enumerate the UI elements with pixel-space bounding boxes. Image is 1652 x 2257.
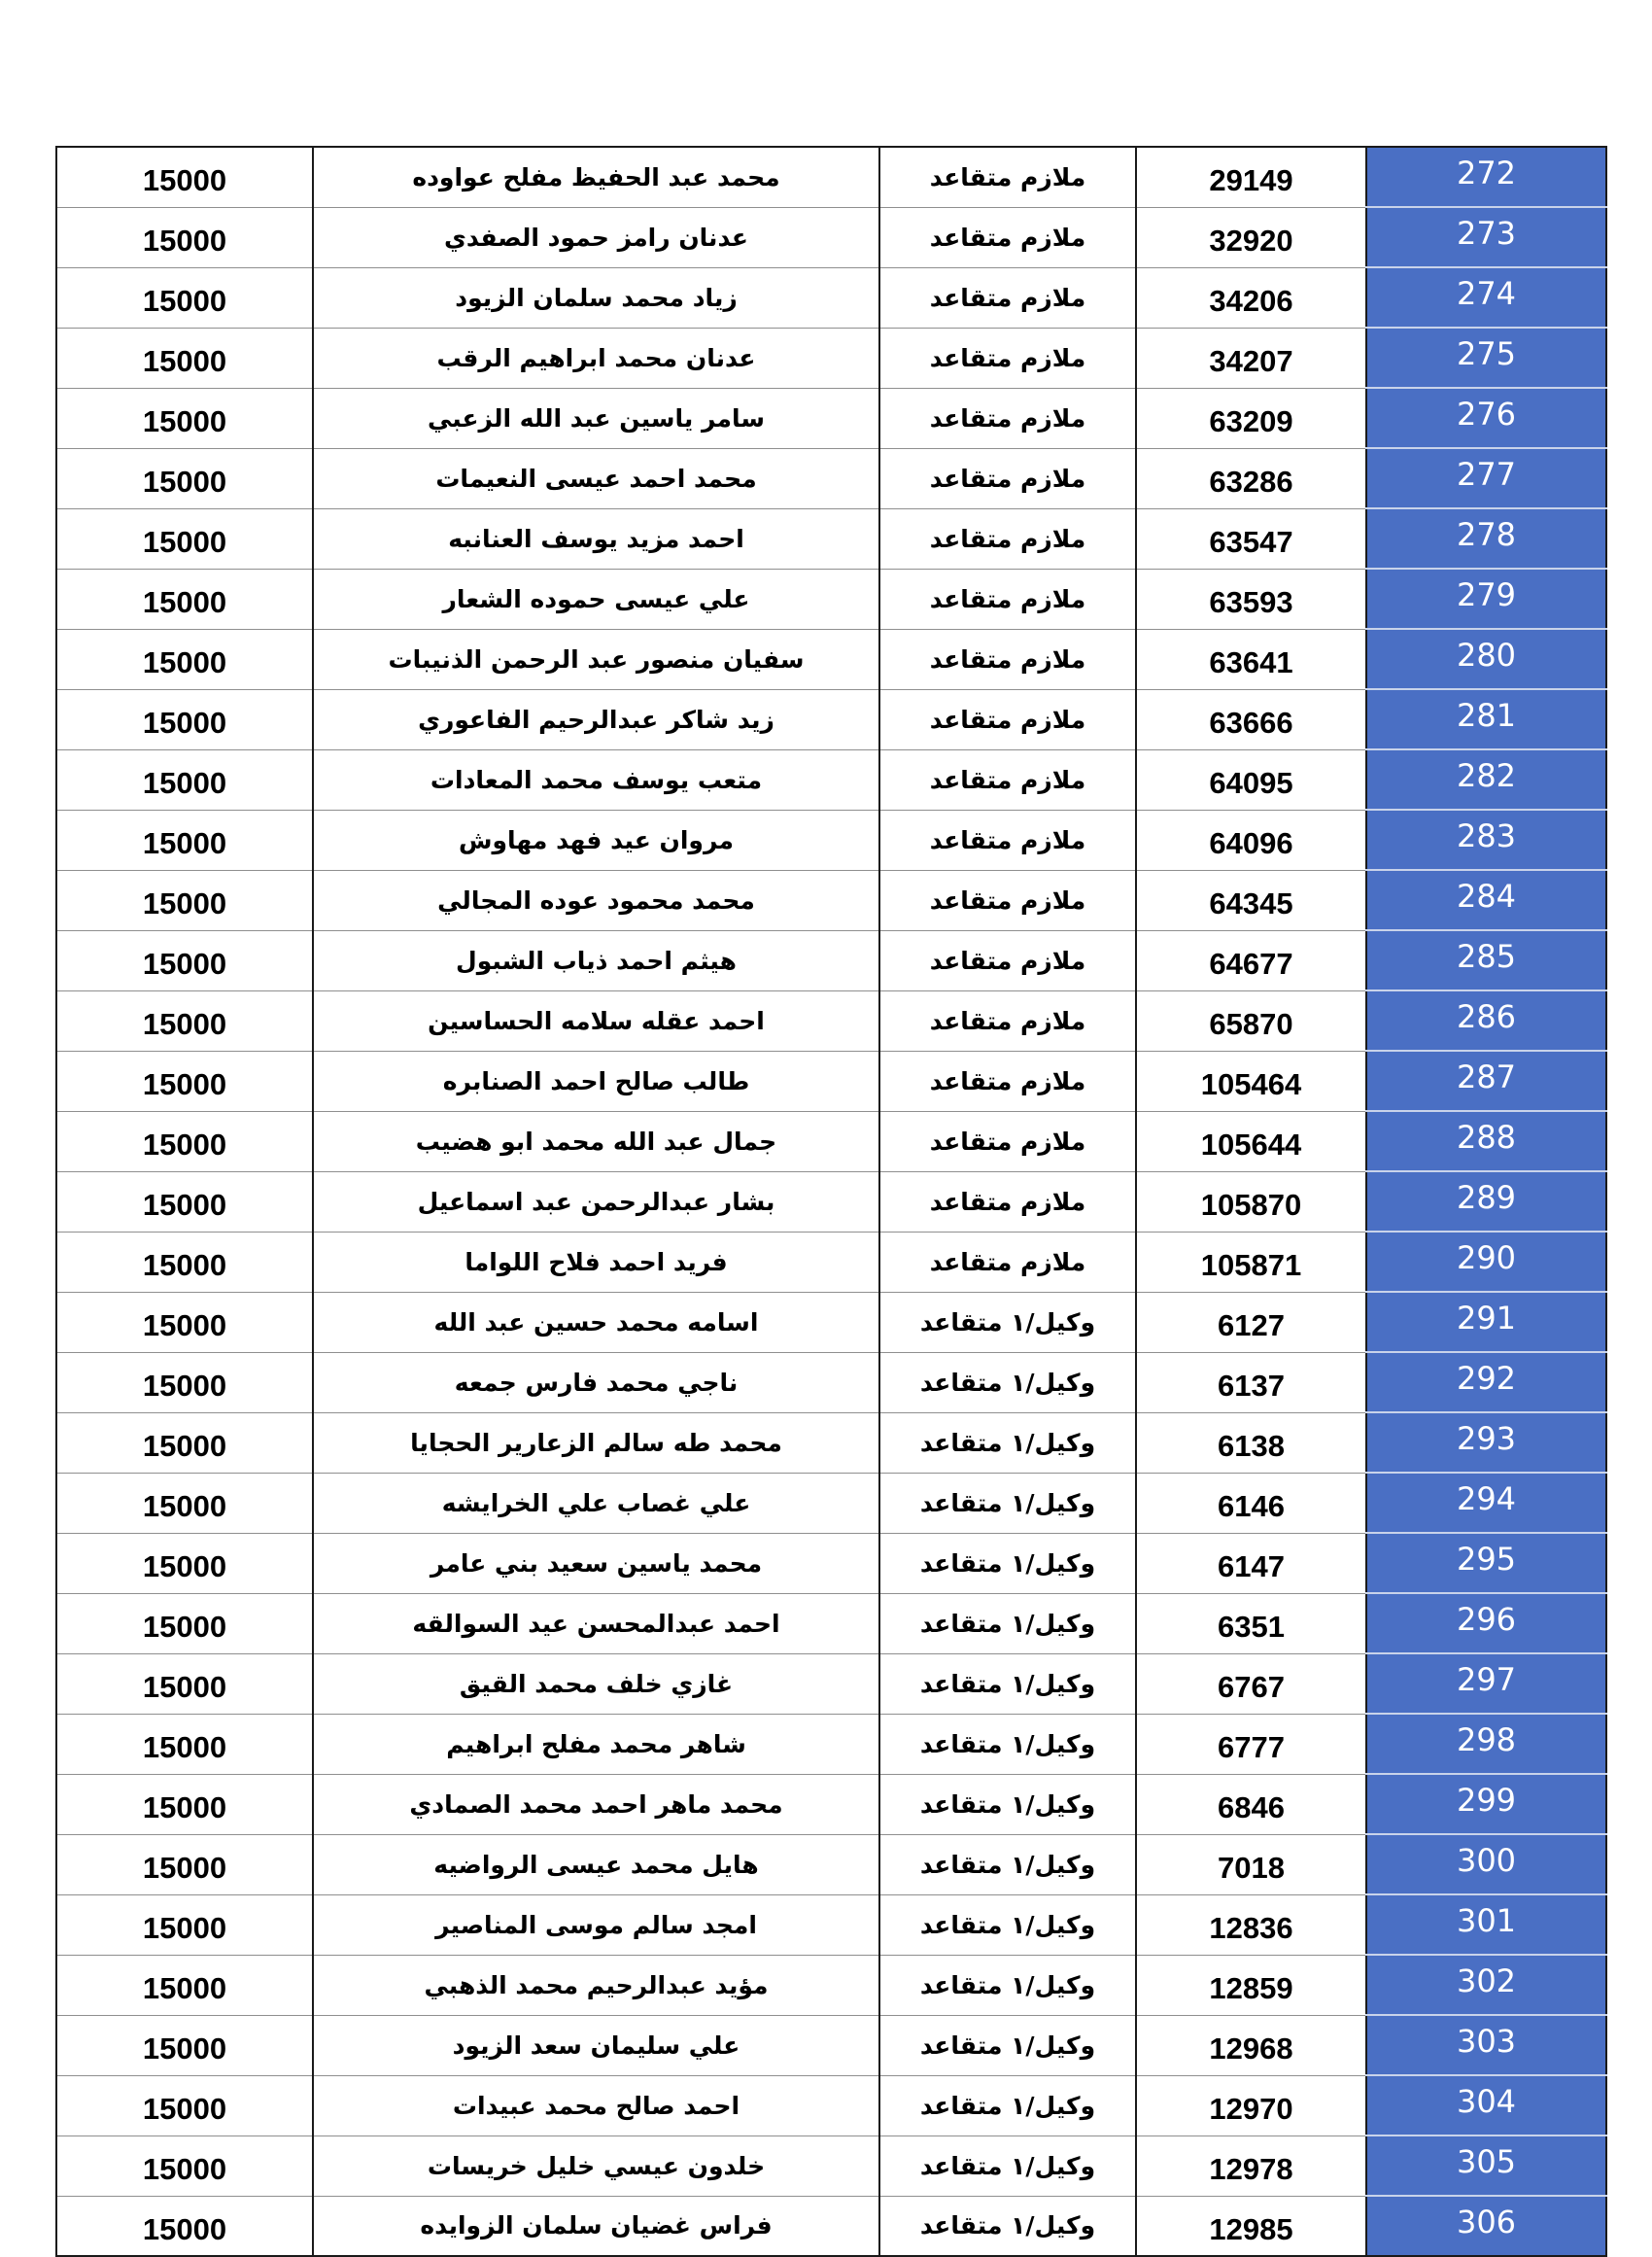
row-sequence-cell: 300	[1366, 1834, 1606, 1894]
row-name-cell: عدنان محمد ابراهيم الرقب	[313, 328, 879, 388]
roster-body	[56, 147, 1606, 2256]
row-number-cell: 6147	[1136, 1533, 1366, 1593]
row-number-cell: 105644	[1136, 1111, 1366, 1171]
row-number-cell: 6127	[1136, 1292, 1366, 1352]
row-number-cell: 12859	[1136, 1955, 1366, 2015]
row-rank-cell: وكيل/١ متقاعد	[879, 1292, 1136, 1352]
row-rank-cell: وكيل/١ متقاعد	[879, 1533, 1136, 1593]
row-rank-cell: وكيل/١ متقاعد	[879, 1653, 1136, 1714]
table-row	[56, 1473, 1606, 1533]
row-rank-cell: وكيل/١ متقاعد	[879, 2015, 1136, 2075]
table-row	[56, 2075, 1606, 2135]
table-row	[56, 147, 1606, 207]
table-row	[56, 1774, 1606, 1834]
row-name-cell: محمد عبد الحفيظ مفلح عواوده	[313, 147, 879, 207]
row-sequence-cell: 274	[1366, 267, 1606, 328]
row-sequence-cell: 301	[1366, 1894, 1606, 1955]
table-row	[56, 990, 1606, 1051]
row-number-cell: 12836	[1136, 1894, 1366, 1955]
row-name-cell: سامر ياسين عبد الله الزعبي	[313, 388, 879, 448]
row-name-cell: شاهر محمد مفلح ابراهيم	[313, 1714, 879, 1774]
row-amount-cell: 15000	[56, 2135, 313, 2196]
table-row	[56, 930, 1606, 990]
row-amount-cell: 15000	[56, 328, 313, 388]
row-number-cell: 6351	[1136, 1593, 1366, 1653]
row-rank-cell: وكيل/١ متقاعد	[879, 1352, 1136, 1412]
table-row	[56, 1111, 1606, 1171]
row-number-cell: 12970	[1136, 2075, 1366, 2135]
row-amount-cell: 15000	[56, 1292, 313, 1352]
row-sequence-cell: 292	[1366, 1352, 1606, 1412]
row-name-cell: غازي خلف محمد القيق	[313, 1653, 879, 1714]
row-amount-cell: 15000	[56, 870, 313, 930]
row-sequence-cell: 276	[1366, 388, 1606, 448]
row-amount-cell: 15000	[56, 1774, 313, 1834]
row-rank-cell: ملازم متقاعد	[879, 147, 1136, 207]
row-number-cell: 63641	[1136, 629, 1366, 689]
row-sequence-cell: 288	[1366, 1111, 1606, 1171]
row-amount-cell: 15000	[56, 990, 313, 1051]
row-number-cell: 32920	[1136, 207, 1366, 267]
row-rank-cell: وكيل/١ متقاعد	[879, 1834, 1136, 1894]
row-amount-cell: 15000	[56, 448, 313, 508]
row-number-cell: 6846	[1136, 1774, 1366, 1834]
row-sequence-cell: 277	[1366, 448, 1606, 508]
row-amount-cell: 15000	[56, 1171, 313, 1232]
row-amount-cell: 15000	[56, 2015, 313, 2075]
row-sequence-cell: 285	[1366, 930, 1606, 990]
row-sequence-cell: 283	[1366, 810, 1606, 870]
row-rank-cell: وكيل/١ متقاعد	[879, 1894, 1136, 1955]
row-number-cell: 64677	[1136, 930, 1366, 990]
row-rank-cell: وكيل/١ متقاعد	[879, 1473, 1136, 1533]
table-row	[56, 1352, 1606, 1412]
row-sequence-cell: 282	[1366, 749, 1606, 810]
row-amount-cell: 15000	[56, 1111, 313, 1171]
row-rank-cell: وكيل/١ متقاعد	[879, 2135, 1136, 2196]
table-row	[56, 1412, 1606, 1473]
table-row	[56, 388, 1606, 448]
row-name-cell: جمال عبد الله محمد ابو هضيب	[313, 1111, 879, 1171]
row-name-cell: مروان عيد فهد مهاوش	[313, 810, 879, 870]
row-sequence-cell: 290	[1366, 1232, 1606, 1292]
row-sequence-cell: 296	[1366, 1593, 1606, 1653]
table-row	[56, 1894, 1606, 1955]
row-name-cell: بشار عبدالرحمن عبد اسماعيل	[313, 1171, 879, 1232]
row-sequence-cell: 272	[1366, 147, 1606, 207]
table-row	[56, 629, 1606, 689]
row-amount-cell: 15000	[56, 1232, 313, 1292]
row-amount-cell: 15000	[56, 508, 313, 569]
table-row	[56, 1955, 1606, 2015]
row-sequence-cell: 295	[1366, 1533, 1606, 1593]
row-amount-cell: 15000	[56, 388, 313, 448]
row-amount-cell: 15000	[56, 1894, 313, 1955]
table-row	[56, 1653, 1606, 1714]
row-amount-cell: 15000	[56, 1051, 313, 1111]
row-name-cell: امجد سالم موسى المناصير	[313, 1894, 879, 1955]
table-row	[56, 569, 1606, 629]
row-rank-cell: ملازم متقاعد	[879, 328, 1136, 388]
row-name-cell: احمد صالح محمد عبيدات	[313, 2075, 879, 2135]
row-sequence-cell: 289	[1366, 1171, 1606, 1232]
row-rank-cell: ملازم متقاعد	[879, 810, 1136, 870]
row-number-cell: 63286	[1136, 448, 1366, 508]
row-sequence-cell: 291	[1366, 1292, 1606, 1352]
row-number-cell: 63666	[1136, 689, 1366, 749]
row-amount-cell: 15000	[56, 267, 313, 328]
row-rank-cell: ملازم متقاعد	[879, 207, 1136, 267]
table-row	[56, 810, 1606, 870]
row-sequence-cell: 280	[1366, 629, 1606, 689]
row-sequence-cell: 279	[1366, 569, 1606, 629]
row-rank-cell: ملازم متقاعد	[879, 689, 1136, 749]
row-amount-cell: 15000	[56, 629, 313, 689]
table-row	[56, 749, 1606, 810]
row-rank-cell: ملازم متقاعد	[879, 629, 1136, 689]
row-name-cell: زياد محمد سلمان الزيود	[313, 267, 879, 328]
row-name-cell: علي غصاب علي الخرايشه	[313, 1473, 879, 1533]
row-rank-cell: وكيل/١ متقاعد	[879, 1412, 1136, 1473]
row-amount-cell: 15000	[56, 1352, 313, 1412]
row-name-cell: علي سليمان سعد الزيود	[313, 2015, 879, 2075]
row-name-cell: محمد ياسين سعيد بني عامر	[313, 1533, 879, 1593]
row-name-cell: محمد محمود عوده المجالي	[313, 870, 879, 930]
row-number-cell: 6767	[1136, 1653, 1366, 1714]
row-name-cell: زيد شاكر عبدالرحيم الفاعوري	[313, 689, 879, 749]
row-rank-cell: وكيل/١ متقاعد	[879, 1774, 1136, 1834]
table-row	[56, 448, 1606, 508]
row-name-cell: احمد مزيد يوسف العنانبه	[313, 508, 879, 569]
row-sequence-cell: 293	[1366, 1412, 1606, 1473]
row-amount-cell: 15000	[56, 569, 313, 629]
row-number-cell: 12978	[1136, 2135, 1366, 2196]
row-sequence-cell: 275	[1366, 328, 1606, 388]
table-row	[56, 689, 1606, 749]
row-amount-cell: 15000	[56, 1714, 313, 1774]
row-rank-cell: ملازم متقاعد	[879, 749, 1136, 810]
row-rank-cell: وكيل/١ متقاعد	[879, 2075, 1136, 2135]
row-sequence-cell: 304	[1366, 2075, 1606, 2135]
row-name-cell: محمد ماهر احمد محمد الصمادي	[313, 1774, 879, 1834]
table-row	[56, 207, 1606, 267]
table-row	[56, 870, 1606, 930]
table-row	[56, 1171, 1606, 1232]
row-amount-cell: 15000	[56, 2196, 313, 2256]
row-sequence-cell: 273	[1366, 207, 1606, 267]
row-name-cell: احمد عبدالمحسن عيد السوالقه	[313, 1593, 879, 1653]
table-row	[56, 1593, 1606, 1653]
row-name-cell: سفيان منصور عبد الرحمن الذنيبات	[313, 629, 879, 689]
row-number-cell: 6777	[1136, 1714, 1366, 1774]
row-rank-cell: ملازم متقاعد	[879, 1232, 1136, 1292]
row-amount-cell: 15000	[56, 1473, 313, 1533]
row-rank-cell: ملازم متقاعد	[879, 448, 1136, 508]
row-name-cell: هايل محمد عيسى الرواضيه	[313, 1834, 879, 1894]
row-rank-cell: ملازم متقاعد	[879, 388, 1136, 448]
row-number-cell: 64095	[1136, 749, 1366, 810]
table-row	[56, 1232, 1606, 1292]
row-number-cell: 6146	[1136, 1473, 1366, 1533]
row-sequence-cell: 302	[1366, 1955, 1606, 2015]
row-amount-cell: 15000	[56, 2075, 313, 2135]
table-row	[56, 508, 1606, 569]
table-row	[56, 2015, 1606, 2075]
row-rank-cell: ملازم متقاعد	[879, 508, 1136, 569]
row-sequence-cell: 303	[1366, 2015, 1606, 2075]
row-name-cell: محمد احمد عيسى النعيمات	[313, 448, 879, 508]
roster-table	[55, 146, 1607, 2257]
row-name-cell: فريد احمد فلاح اللواما	[313, 1232, 879, 1292]
row-amount-cell: 15000	[56, 930, 313, 990]
row-number-cell: 63593	[1136, 569, 1366, 629]
row-amount-cell: 15000	[56, 810, 313, 870]
row-sequence-cell: 306	[1366, 2196, 1606, 2256]
row-sequence-cell: 298	[1366, 1714, 1606, 1774]
row-number-cell: 34206	[1136, 267, 1366, 328]
row-rank-cell: وكيل/١ متقاعد	[879, 2196, 1136, 2256]
row-name-cell: احمد عقله سلامه الحساسين	[313, 990, 879, 1051]
row-rank-cell: وكيل/١ متقاعد	[879, 1593, 1136, 1653]
row-rank-cell: ملازم متقاعد	[879, 1171, 1136, 1232]
row-rank-cell: ملازم متقاعد	[879, 1111, 1136, 1171]
row-number-cell: 12985	[1136, 2196, 1366, 2256]
row-sequence-cell: 278	[1366, 508, 1606, 569]
row-sequence-cell: 284	[1366, 870, 1606, 930]
row-amount-cell: 15000	[56, 1955, 313, 2015]
row-rank-cell: وكيل/١ متقاعد	[879, 1714, 1136, 1774]
row-amount-cell: 15000	[56, 207, 313, 267]
table-row	[56, 2135, 1606, 2196]
row-number-cell: 6138	[1136, 1412, 1366, 1473]
row-amount-cell: 15000	[56, 1834, 313, 1894]
row-number-cell: 65870	[1136, 990, 1366, 1051]
row-sequence-cell: 286	[1366, 990, 1606, 1051]
row-number-cell: 6137	[1136, 1352, 1366, 1412]
row-number-cell: 105870	[1136, 1171, 1366, 1232]
row-name-cell: علي عيسى حموده الشعار	[313, 569, 879, 629]
table-row	[56, 2196, 1606, 2256]
row-sequence-cell: 299	[1366, 1774, 1606, 1834]
row-amount-cell: 15000	[56, 147, 313, 207]
table-row	[56, 328, 1606, 388]
row-amount-cell: 15000	[56, 1593, 313, 1653]
row-number-cell: 105464	[1136, 1051, 1366, 1111]
row-sequence-cell: 297	[1366, 1653, 1606, 1714]
row-number-cell: 34207	[1136, 328, 1366, 388]
table-row	[56, 1292, 1606, 1352]
row-rank-cell: وكيل/١ متقاعد	[879, 1955, 1136, 2015]
row-name-cell: عدنان رامز حمود الصفدي	[313, 207, 879, 267]
table-row	[56, 1714, 1606, 1774]
row-number-cell: 63209	[1136, 388, 1366, 448]
row-sequence-cell: 281	[1366, 689, 1606, 749]
table-row	[56, 1533, 1606, 1593]
row-amount-cell: 15000	[56, 1653, 313, 1714]
row-name-cell: خلدون عيسي خليل خريسات	[313, 2135, 879, 2196]
table-row	[56, 267, 1606, 328]
row-amount-cell: 15000	[56, 1412, 313, 1473]
row-name-cell: اسامه محمد حسين عبد الله	[313, 1292, 879, 1352]
row-sequence-cell: 305	[1366, 2135, 1606, 2196]
row-name-cell: متعب يوسف محمد المعادات	[313, 749, 879, 810]
row-name-cell: طالب صالح احمد الصنابره	[313, 1051, 879, 1111]
row-name-cell: فراس غضيان سلمان الزوايده	[313, 2196, 879, 2256]
row-name-cell: مؤيد عبدالرحيم محمد الذهبي	[313, 1955, 879, 2015]
row-amount-cell: 15000	[56, 749, 313, 810]
row-amount-cell: 15000	[56, 1533, 313, 1593]
row-number-cell: 12968	[1136, 2015, 1366, 2075]
row-rank-cell: ملازم متقاعد	[879, 930, 1136, 990]
row-amount-cell: 15000	[56, 689, 313, 749]
row-number-cell: 63547	[1136, 508, 1366, 569]
roster-sheet	[55, 146, 1605, 2257]
row-number-cell: 105871	[1136, 1232, 1366, 1292]
row-rank-cell: ملازم متقاعد	[879, 870, 1136, 930]
row-name-cell: محمد طه سالم الزعارير الحجايا	[313, 1412, 879, 1473]
table-row	[56, 1051, 1606, 1111]
row-sequence-cell: 287	[1366, 1051, 1606, 1111]
table-row	[56, 1834, 1606, 1894]
row-name-cell: ناجي محمد فارس جمعه	[313, 1352, 879, 1412]
row-sequence-cell: 294	[1366, 1473, 1606, 1533]
row-rank-cell: ملازم متقاعد	[879, 267, 1136, 328]
row-number-cell: 29149	[1136, 147, 1366, 207]
row-number-cell: 64345	[1136, 870, 1366, 930]
row-number-cell: 7018	[1136, 1834, 1366, 1894]
row-name-cell: هيثم احمد ذياب الشبول	[313, 930, 879, 990]
row-rank-cell: ملازم متقاعد	[879, 569, 1136, 629]
row-rank-cell: ملازم متقاعد	[879, 1051, 1136, 1111]
row-number-cell: 64096	[1136, 810, 1366, 870]
row-rank-cell: ملازم متقاعد	[879, 990, 1136, 1051]
